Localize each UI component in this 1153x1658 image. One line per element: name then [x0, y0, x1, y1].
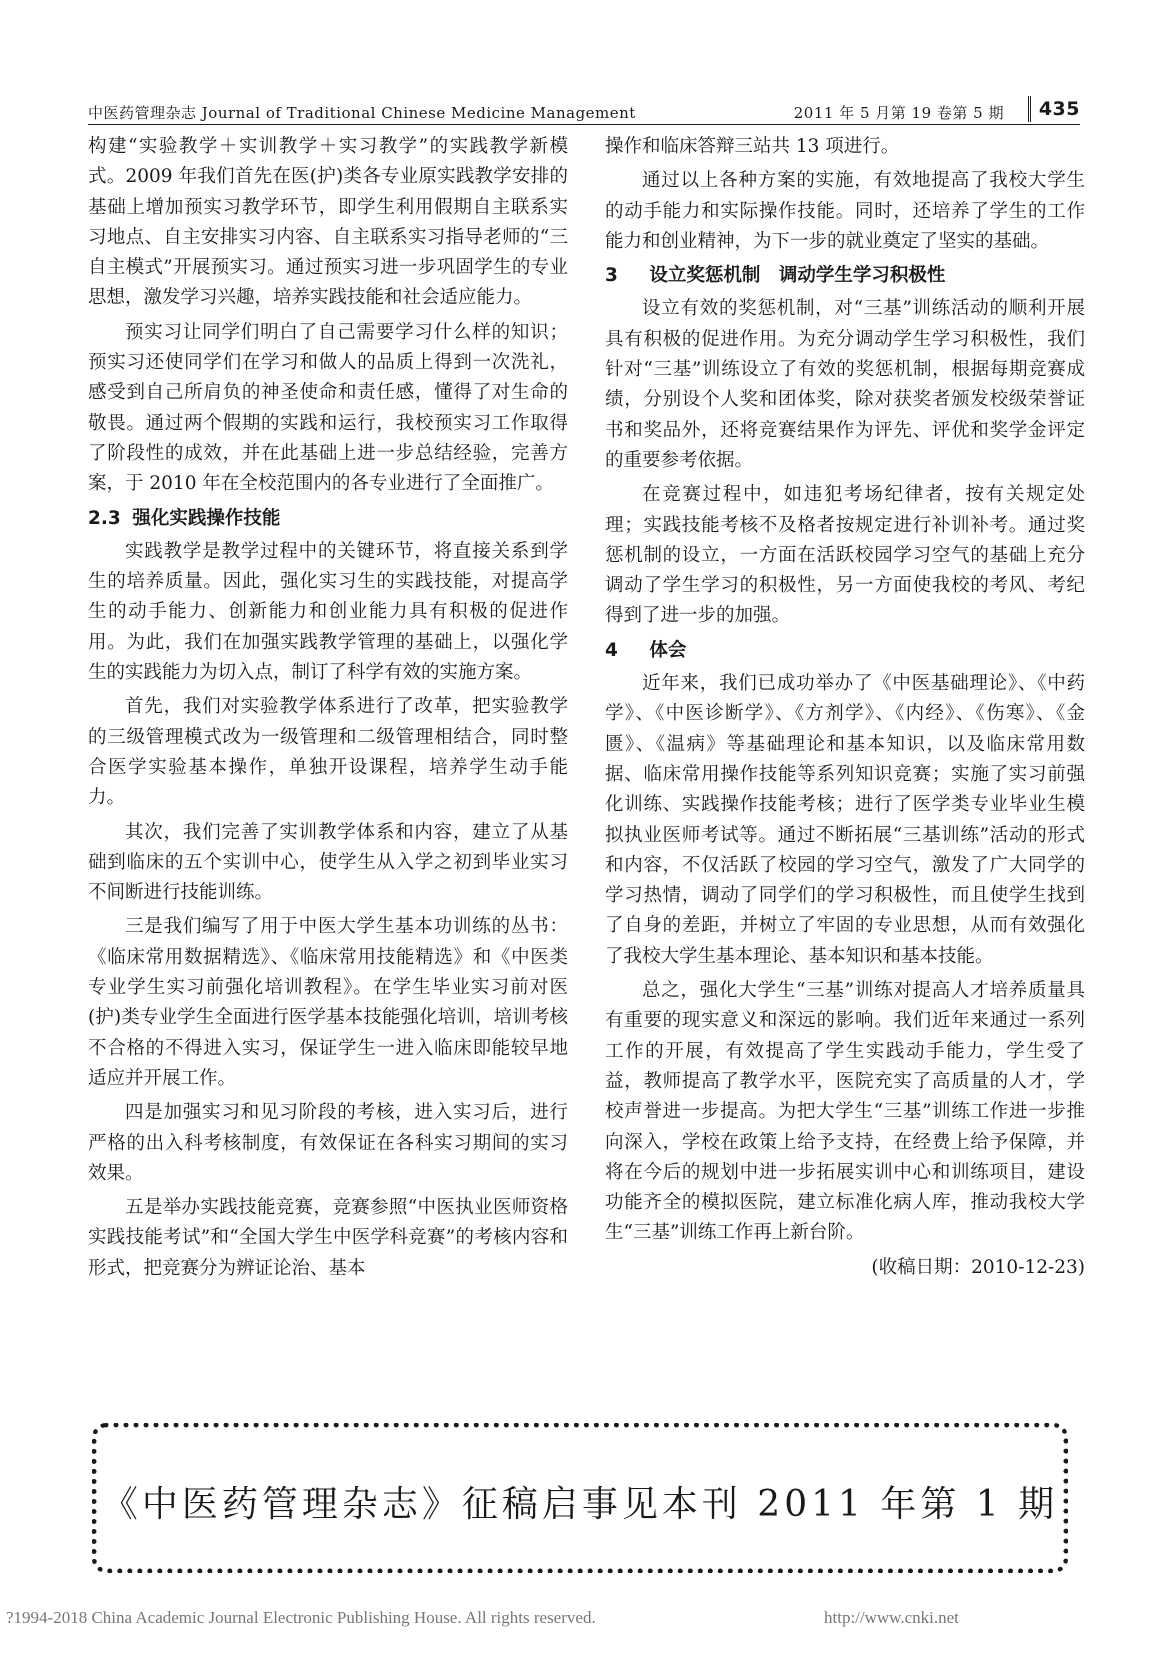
call-for-papers-text: 《中医药管理杂志》征稿启事见本刊 2011 年第 1 期	[101, 1484, 1059, 1525]
section-title: 设立奖惩机制 调动学生学习积极性	[649, 265, 946, 287]
section-heading	[88, 504, 568, 534]
section-number: 2.3	[88, 507, 121, 529]
section-title: 体会	[649, 639, 687, 661]
section-title: 强化实践操作技能	[132, 507, 281, 529]
journal-title: 中医药管理杂志 Journal of Traditional Chinese Medicine Management	[88, 104, 636, 122]
received-date: (收稿日期：2010-12-23)	[871, 1256, 1085, 1278]
paragraph: 总之，强化大学生“三基”训练对提高人才培养质量具有重要的现实意义和深远的影响。我们近年来通过一系列工作的开展，有效提高了学生实践动手能力，学生受了益，教师提高了教学水平，医院充实了高质量的人才，学校声誉进一步提高。为把大学生“三基”训练工作进一步推向深入，学校在政策上给予支持，在经费上给予保障，并将在今后的规划中进一步拓展实训中心和训练项目，建设功能齐全的模拟医院，建立标准化病人库，推动我校大学生“三基”训练工作再上新台阶。	[605, 980, 1085, 1244]
paragraph: 构建“实验教学＋实训教学＋实习教学”的实践教学新模式。2009 年我们首先在医(护)类各专业原实践教学安排的基础上增加预实习教学环节，即学生利用假期自主联系实习地点、自主安排实习内容、自主联系实习指导老师的“三自主模式”开展预实习。通过预实习进一步巩固学生的专业思想，激发学习兴趣，培养实践技能和社会适应能力。	[88, 136, 568, 309]
header-rule	[88, 124, 1080, 125]
page-number: 435	[1028, 96, 1080, 122]
paragraph: 三是我们编写了用于中医大学生基本功训练的丛书：《临床常用数据精选》、《临床常用技能精选》和《中医类专业学生实习前强化培训教程》。在学生毕业实习前对医(护)类专业学生全面进行医学基本技能强化培训，培训考核不合格的不得进入实习，保证学生一进入临床即能较早地适应并开展工作。	[88, 916, 568, 1089]
paragraph: 设立有效的奖惩机制，对“三基”训练活动的顺利开展具有积极的促进作用。为充分调动学生学习积极性，我们针对“三基”训练设立了有效的奖惩机制，根据每期竞赛成绩，分别设个人奖和团体奖，除对获奖者颁发校级荣誉证书和奖品外，还将竞赛结果作为评先、评优和奖学金评定的重要参考依据。	[605, 298, 1085, 471]
paragraph: 预实习让同学们明白了自己需要学习什么样的知识；预实习还使同学们在学习和做人的品质上得到一次洗礼，感受到自己所肩负的神圣使命和责任感，懂得了对生命的敬畏。通过两个假期的实践和运行，我校预实习工作取得了阶段性的成效，并在此基础上进一步总结经验，完善方案，于 2010 年在全校范围内的各专业进行了全面推广。	[88, 321, 568, 495]
paragraph: 在竞赛过程中，如违犯考场纪律者，按有关规定处理；实践技能考核不及格者按规定进行补训补考。通过奖惩机制的设立，一方面在活跃校园学习空气的基础上充分调动了学生学习的积极性，另一方面使我校的考风、考纪得到了进一步的加强。	[605, 484, 1085, 627]
running-header	[88, 96, 1080, 126]
copyright-notice: ?1994-2018 China Academic Journal Electronic Publishing House. All rights reserved.	[6, 1608, 596, 1627]
issue-info: 2011 年 5 月第 19 卷第 5 期	[793, 104, 1004, 122]
paragraph: 五是举办实践技能竞赛，竞赛参照“中医执业医师资格实践技能考试”和“全国大学生中医学科竞赛”的考核内容和形式，把竞赛分为辨证论治、基本	[88, 1197, 568, 1279]
section-number: 4	[605, 639, 618, 661]
section-heading	[605, 636, 1085, 666]
section-number: 3	[605, 265, 618, 287]
paragraph: 实践教学是教学过程中的关键环节，将直接关系到学生的培养质量。因此，强化实习生的实践技能，对提高学生的动手能力、创新能力和创业能力具有积极的促进作用。为此，我们在加强实践教学管理的基础上，以强化学生的实践能力为切入点，制订了科学有效的实施方案。	[88, 540, 568, 684]
right-column	[605, 132, 1085, 1283]
paragraph: 首先，我们对实验教学体系进行了改革，把实验教学的三级管理模式改为一级管理和二级管理相结合，同时整合医学实验基本操作，单独开设课程，培养学生动手能力。	[88, 696, 568, 809]
paragraph: 四是加强实习和见习阶段的考核，进入实习后，进行严格的出入科考核制度，有效保证在各科实习期间的实习效果。	[88, 1102, 568, 1184]
paragraph: 操作和临床答辩三站共 13 项进行。	[605, 136, 900, 157]
call-for-papers-box	[92, 1423, 1068, 1573]
paragraph: 通过以上各种方案的实施，有效地提高了我校大学生的动手能力和实际操作技能。同时，还培养了学生的工作能力和创业精神，为下一步的就业奠定了坚实的基础。	[605, 170, 1085, 252]
left-column	[88, 132, 568, 1288]
paragraph: 近年来，我们已成功举办了《中医基础理论》、《中药学》、《中医诊断学》、《方剂学》、《内经》、《伤寒》、《金匮》、《温病》等基础理论和基本知识，以及临床常用数据、临床常用操作技能等系列知识竞赛；实施了实习前强化训练、实践操作技能考核；进行了医学类专业毕业生模拟执业医师考试等。通过不断拓展“三基训练”活动的形式和内容，不仅活跃了校园的学习空气，激发了广大同学的学习热情，调动了同学们的学习积极性，而且使学生找到了自身的差距，并树立了牢固的专业思想，从而有效强化了我校大学生基本理论、基本知识和基本技能。	[605, 673, 1085, 967]
footer-link[interactable]: http://www.cnki.net	[824, 1608, 959, 1627]
paragraph: 其次，我们完善了实训教学体系和内容，建立了从基础到临床的五个实训中心，使学生从入学之初到毕业实习不间断进行技能训练。	[88, 821, 568, 904]
section-heading	[605, 261, 1085, 291]
